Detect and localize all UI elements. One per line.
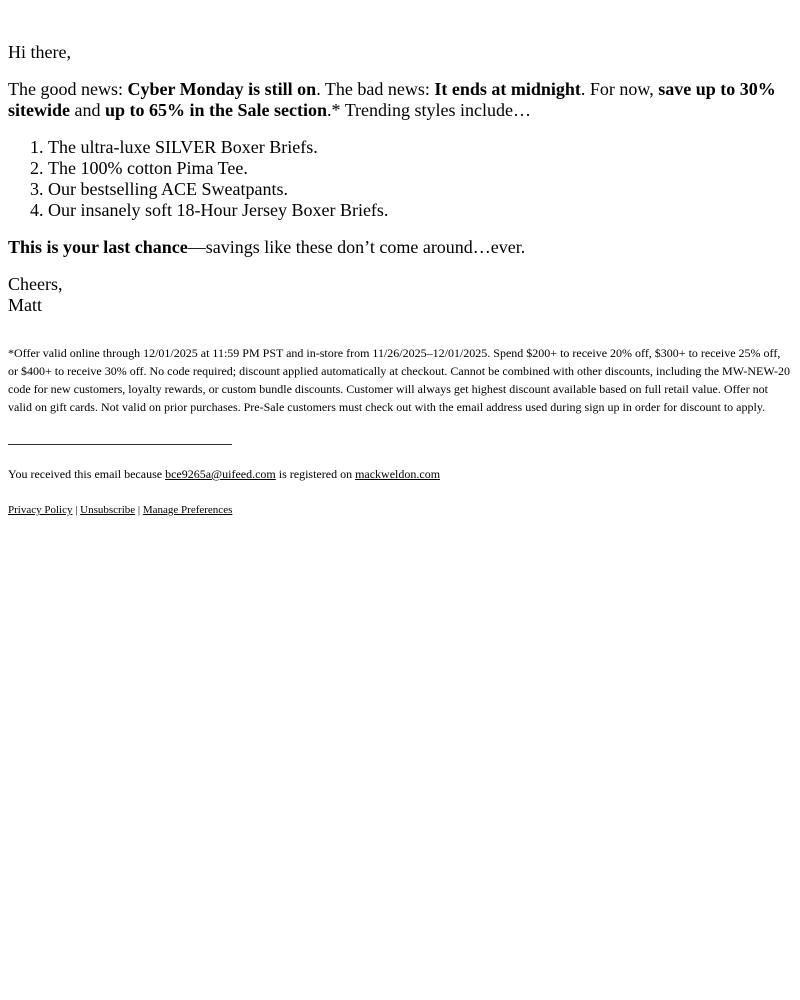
signoff-closing: Cheers, — [8, 274, 63, 294]
received-prefix: You received this email because — [8, 467, 166, 481]
intro-text: . For now, — [580, 79, 659, 99]
privacy-policy-link[interactable]: Privacy Policy — [8, 504, 73, 516]
last-chance-paragraph — [8, 237, 792, 258]
preheader-spacer — [8, 0, 792, 42]
last-chance-bold: This is your last chance — [8, 237, 188, 257]
site-link[interactable]: mackweldon.com — [355, 467, 441, 481]
list-item: 1. The ultra-luxe SILVER Boxer Briefs. — [48, 137, 792, 158]
list-item: 4. Our insanely soft 18-Hour Jersey Boxer Briefs. — [48, 200, 792, 221]
intro-bold-save-30: save up to 30% sitewide — [8, 79, 776, 120]
offer-disclaimer: *Offer valid online through 12/01/2025 at 11:59 PM PST and in-store from 11/26/2025–12/01/2025. Spend $200+ to receive 20% off, $300+ to receive 25% off, or $400+ to receive 30% off. No code required; discount applied automatically at checkout. Cannot be combined with other discounts, including the MW-NEW-20 code for new customers, loyalty rewards, or custom bundle discounts. Customer will always get highest discount available based on full retail value. Offer not valid on gift cards. Not valid on prior purchases. Pre-Sale customers must check out with the email address used during sign up in order for discount to apply. — [8, 346, 791, 414]
intro-text: .* Trending styles include… — [327, 100, 532, 120]
trending-items-list — [8, 137, 792, 221]
recipient-email-link[interactable]: bce9265a@uifeed.com — [165, 467, 276, 481]
list-item: 2. The 100% cotton Pima Tee. — [48, 158, 792, 179]
last-chance-text: —savings like these don’t come around…ever. — [187, 237, 526, 257]
intro-bold-sale-65: up to 65% in the Sale section — [105, 100, 328, 120]
footer-divider — [8, 444, 232, 445]
intro-text: The good news: — [8, 79, 128, 99]
unsubscribe-link[interactable]: Unsubscribe — [80, 504, 136, 516]
list-item: 3. Our bestselling ACE Sweatpants. — [48, 179, 792, 200]
email-content — [8, 42, 792, 316]
link-separator: | — [72, 504, 81, 516]
signoff — [8, 274, 792, 316]
intro-bold-ends-midnight: It ends at midnight — [434, 79, 581, 99]
intro-paragraph — [8, 79, 792, 121]
intro-text: . The bad news: — [316, 79, 435, 99]
intro-bold-cyber-monday: Cyber Monday is still on — [127, 79, 317, 99]
greeting: Hi there, — [8, 42, 71, 62]
footer-links — [8, 503, 792, 517]
intro-text: and — [70, 100, 105, 120]
link-separator: | — [135, 504, 143, 516]
signoff-name: Matt — [8, 295, 42, 315]
manage-preferences-link[interactable]: Manage Preferences — [142, 504, 233, 516]
received-middle: is registered on — [275, 467, 356, 481]
received-notice — [8, 467, 792, 481]
